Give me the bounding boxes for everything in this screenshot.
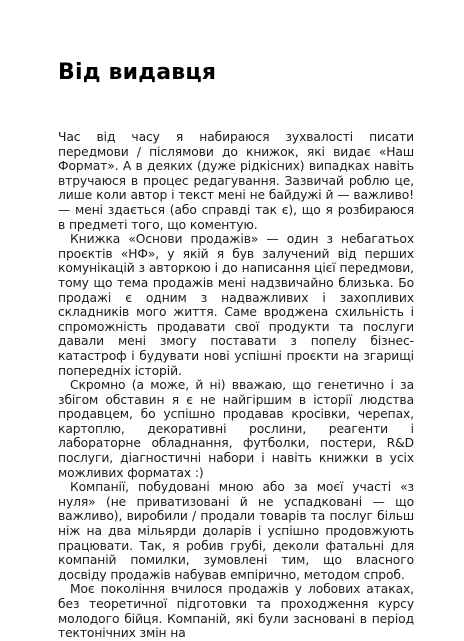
paragraph: Скромно (а може, й ні) вважаю, що генетично і за збігом обставин я є не найгіршим в історії людства продавцем, бо успішно продавав кросівки, черепах, картоплю, декоративні рослини, реагенти і лабораторне обладнання, футболки, постери, R&D послуги, діагностичні набори і навіть книжки в усіх можливих форматах :) xyxy=(58,378,414,480)
paragraph: Моє покоління вчилося продажів у лобових атаках, без теоретичної підготовки та проходження курсу молодого бійця. Компаній, які були засновані в період тектонічних змін на xyxy=(58,582,414,641)
paragraph: Книжка «Основи продажів» — один з небагатьох проєктів «НФ», у якій я був залучений від перших комунікацій з авторкою і до написання цієї передмови, тому що тема продажів мені надзвичайно близька. Бо продажі є одним з надважливих і захопливих складників мого життя. Саме вроджена схильність і спроможність продавати свої продукти та послуги давали мені змогу поставати з попелу бізнес-катастроф і будувати нові успішні проєкти на згарищі попередніх історій. xyxy=(58,232,414,378)
body-text xyxy=(58,130,414,641)
page-title: Від видавця xyxy=(58,60,217,85)
paragraph: Компанії, побудовані мною або за моєї участі «з нуля» (не приватизовані й не успадковані — що важливо), виробили / продали товарів та послуг більш ніж на два мільярди доларів і успішно продовжують працювати. Так, я робив грубі, деколи фатальні для компаній помилки, зумовлені тим, що власного досвіду продажів набував емпірично, методом спроб. xyxy=(58,480,414,582)
paragraph: Час від часу я набираюся зухвалості писати передмови / післямови до книжок, які видає «Наш Формат». А в деяких (дуже рідкісних) випадках навіть втручаюся в процес редагування. Зазвичай роблю це, лише коли автор і текст мені не байдужі й — важливо! — мені здається (або справді так є), що я розбираюся в предметі того, що коментую. xyxy=(58,130,414,232)
